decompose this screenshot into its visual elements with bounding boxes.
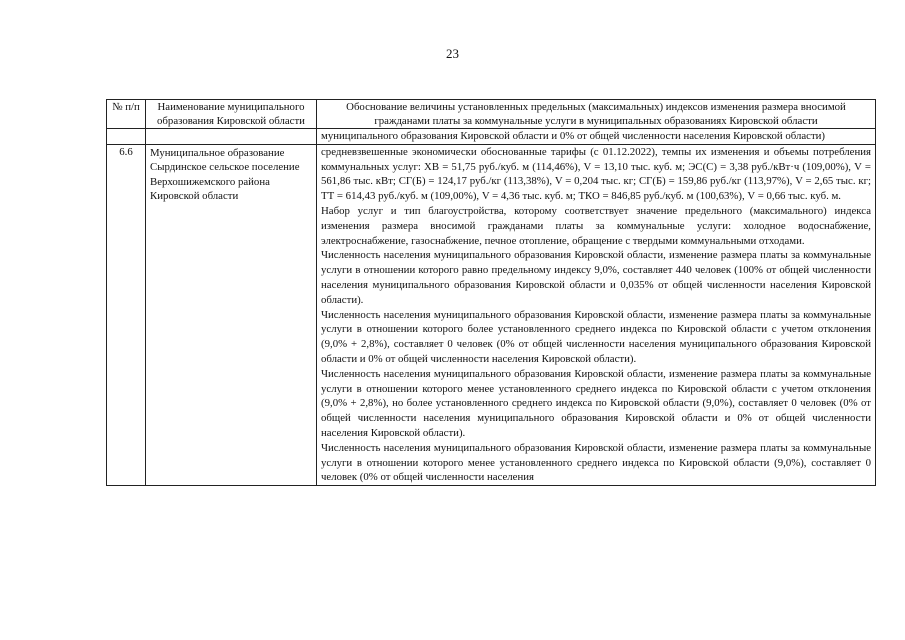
municipality-name: Муниципальное образование Сырдинское сельское поселение Верхошижемского района Кировской области — [146, 144, 317, 485]
paragraph-population-above: Численность населения муниципального образования Кировской области, изменение размера платы за коммунальные услуги в отношении которого более установленного среднего индекса по Кировской области с учетом отклонения (9,0% + 2,8%), составляет 0 человек (0% от общей численности населения муниципального образования Кировской области и 0% от общей численности населения Кировской области). — [321, 308, 871, 365]
table-row-6-6 — [107, 144, 876, 485]
cell-empty-number — [107, 129, 146, 145]
justification-text — [317, 144, 876, 485]
header-justification: Обоснование величины установленных предельных (максимальных) индексов изменения размера вносимой гражданами платы за коммунальные услуги в муниципальных образованиях Кировской области — [317, 100, 876, 129]
table-row-continuation — [107, 129, 876, 145]
cell-empty-municipality — [146, 129, 317, 145]
paragraph-population-below: Численность населения муниципального образования Кировской области, изменение размера платы за коммунальные услуги в отношении которого менее установленного среднего индекса по Кировской области (9,0%), составляет 0 человек (0% от общей численности населения — [321, 441, 871, 484]
tariff-justification-table — [106, 99, 876, 486]
page-number: 23 — [446, 46, 459, 61]
continuation-text: муниципального образования Кировской области и 0% от общей численности населения Кировской области) — [317, 129, 876, 145]
header-number: № п/п — [107, 100, 146, 129]
row-number: 6.6 — [107, 144, 146, 485]
table-header-row — [107, 100, 876, 129]
paragraph-population-between: Численность населения муниципального образования Кировской области, изменение размера платы за коммунальные услуги в отношении которого менее установленного среднего индекса по Кировской области с учетом отклонения (9,0% + 2,8%), но более установленного среднего индекса по Кировской области (9,0%), составляет 0 человек (0% от общей численности населения муниципального образования Кировской области и 0% от общей численности населения Кировской области). — [321, 367, 871, 439]
paragraph-population-equal: Численность населения муниципального образования Кировской области, изменение размера платы за коммунальные услуги в отношении которого равно предельному индексу 9,0%, составляет 440 человек (100% от общей численности населения муниципального образования Кировской области и 0,035% от общей численности населения Кировской области). — [321, 249, 871, 306]
paragraph-tariffs: средневзвешенные экономически обоснованные тарифы (с 01.12.2022), темпы их изменения и объемы потребления коммунальных услуг: ХВ = 51,75 руб./куб. м (114,46%), V = 13,10 тыс. куб. м; ЭС(С) = 3,38 руб./кВт·ч (109,00%), V = 561,86 тыс. кВт; СГ(Б) = 124,17 руб./кг (113,38%), V = 0,204 тыс. кг; СГ(Б) = 159,86 руб./кг (113,97%), V = 2,65 тыс. кг; ТТ = 614,43 руб./куб. м (109,00%), V = 4,36 тыс. куб. м; ТКО = 846,85 руб./куб. м (100,63%), V = 0,66 тыс. куб. м. — [321, 145, 871, 203]
paragraph-services: Набор услуг и тип благоустройства, которому соответствует значение предельного (максимального) индекса изменения размера вносимой гражданами платы за коммунальные услуги: холодное водоснабжение, электроснабжение, газоснабжение, печное отопление, обращение с твердыми коммунальными отходами. — [321, 204, 871, 247]
header-municipality: Наименование муниципального образования Кировской области — [146, 100, 317, 129]
